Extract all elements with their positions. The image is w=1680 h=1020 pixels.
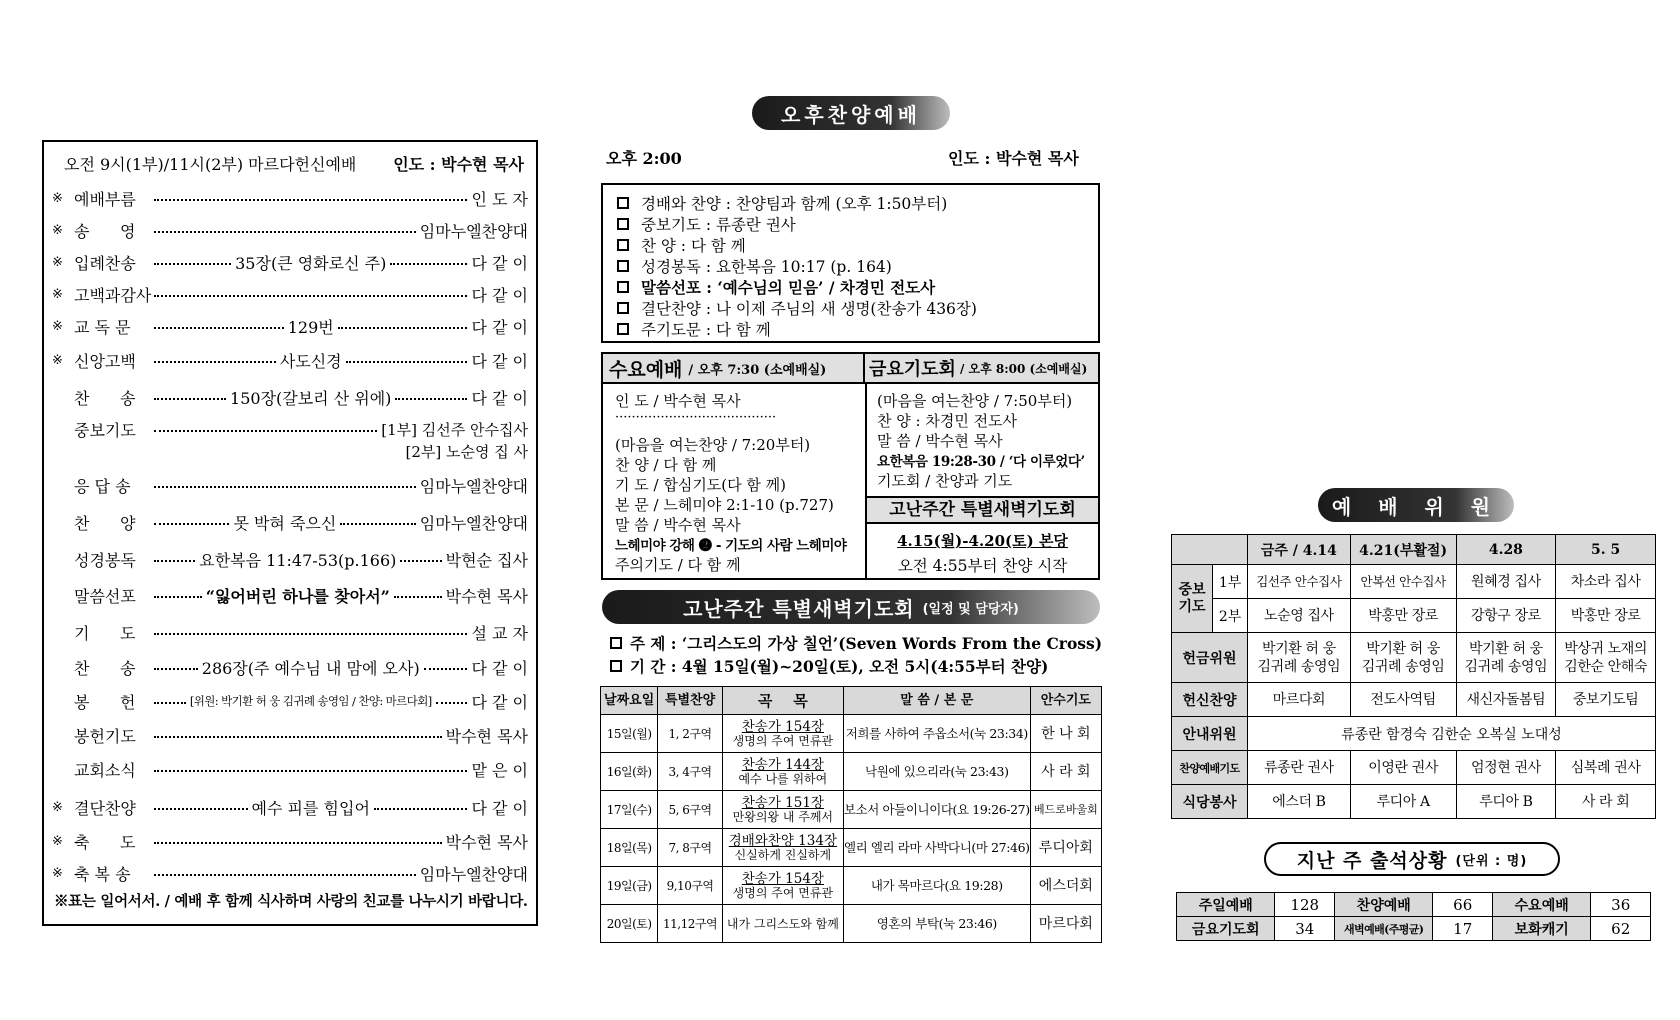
committee-label: 식당봉사 [1172, 785, 1248, 819]
schedule-date: 15일(월) [601, 715, 658, 753]
schedule-prayer: 에스더회 [1030, 867, 1101, 905]
schedule-prayer: 한 나 회 [1030, 715, 1101, 753]
checkbox-icon [610, 637, 622, 649]
song-title: 찬송가 154장 [741, 718, 824, 735]
order-label: 찬 송 [74, 658, 136, 678]
attendance-value: 128 [1275, 893, 1335, 917]
friday-line: 찬 양 : 차경민 전도사 [877, 412, 1018, 430]
committee-row [1172, 565, 1656, 599]
schedule-prayer: 마르다회 [1030, 905, 1101, 943]
committee-cell: 강항구 장로 [1456, 599, 1556, 633]
attendance-label: 찬양예배 [1334, 893, 1432, 917]
dot-leader [154, 656, 198, 670]
wednesday-line: (마음을 여는찬양 / 7:20부터) [615, 436, 811, 454]
dot-leader [154, 349, 276, 363]
passion-week-title-text: 고난주간 특별새벽기도회 [683, 596, 915, 621]
committee-row [1172, 633, 1656, 683]
committee-row [1172, 751, 1656, 785]
friday-line: 말 씀 / 박수현 목사 [877, 432, 1003, 450]
order-label: 결단찬양 [74, 798, 136, 818]
wednesday-line: ······································· [615, 410, 777, 425]
order-person: 다 같 이 [471, 692, 529, 712]
dot-leader [154, 830, 442, 844]
afternoon-item-text: 중보기도 : 류종란 권사 [641, 215, 796, 234]
schedule-text: 보소서 아들이니이다(요 19:26-27) [843, 791, 1030, 829]
order-person: 맡 은 이 [471, 760, 528, 780]
dot-leader [374, 796, 468, 810]
checkbox-icon [617, 302, 629, 314]
afternoon-item [603, 255, 1098, 276]
schedule-body [601, 715, 1102, 943]
committee-row [1172, 717, 1656, 751]
attendance-label: 보화캐기 [1492, 917, 1590, 941]
afternoon-title: 오후찬양예배 [752, 96, 950, 130]
schedule-team: 11,12구역 [658, 905, 723, 943]
order-item [52, 619, 528, 645]
schedule-header-cell: 곡 목 [722, 687, 843, 715]
committee-cell: 사 라 회 [1556, 785, 1656, 819]
committee-row [1172, 785, 1656, 819]
dot-leader [346, 349, 468, 363]
committee-cell: 마르다회 [1248, 683, 1351, 717]
stand-mark: ※ [52, 254, 63, 270]
committee-sublabel: 2부 [1213, 599, 1248, 633]
committee-table [1171, 534, 1656, 819]
schedule-song [722, 791, 843, 829]
order-label: 교회소식 [74, 760, 136, 780]
order-label: 봉헌기도 [74, 726, 136, 746]
dot-leader [400, 548, 441, 562]
order-item [52, 217, 528, 243]
order-person: 박수현 목사 [445, 726, 528, 746]
attendance-value: 66 [1433, 893, 1493, 917]
committee-cell: 김선주 안수집사 [1248, 565, 1351, 599]
order-item [52, 722, 528, 748]
morning-header [64, 152, 524, 175]
wednesday-line: 찬 양 / 다 함 께 [615, 456, 717, 474]
order-label: 예배부름 [74, 189, 136, 209]
dot-leader [154, 474, 416, 488]
wednesday-header [603, 354, 865, 384]
order-label: 축 도 [74, 832, 136, 852]
order-person: 임마누엘찬양대 [419, 476, 528, 496]
schedule-song [722, 715, 843, 753]
order-content: [위원: 박기환 허 웅 김귀례 송영임 / 찬양: 마르다회] [189, 694, 432, 708]
order-item [52, 509, 528, 535]
song-subtitle: 생명의 주여 면류관 [732, 885, 834, 900]
order-content: 요한복음 11:47-53(p.166) [199, 550, 397, 570]
schedule-date: 17일(수) [601, 791, 658, 829]
order-person: 임마누엘찬양대 [419, 221, 528, 241]
order-label: 기 도 [74, 623, 136, 643]
song-title: 찬송가 144장 [741, 756, 824, 773]
attendance-value: 62 [1591, 917, 1651, 941]
order-label: 축 복 송 [74, 864, 131, 884]
schedule-row [601, 753, 1102, 791]
schedule-song [722, 905, 843, 943]
committee-cell: 박상귀 노재의 김한순 안해숙 [1556, 633, 1656, 683]
attendance-title-text: 지난 주 출석상황 [1296, 849, 1448, 872]
song-title: 찬송가 151장 [741, 794, 824, 811]
afternoon-order-box [601, 183, 1100, 343]
wednesday-line: 말 씀 / 박수현 목사 [615, 516, 741, 534]
schedule-date: 16일(화) [601, 753, 658, 791]
attendance-title [1264, 842, 1560, 876]
committee-label: 중보 기도 [1172, 565, 1213, 633]
morning-service-order [42, 140, 538, 926]
order-person: [2부] 노순영 집 사 [405, 442, 528, 461]
committee-cell: 박기환 허 웅 김귀례 송영임 [1248, 633, 1351, 683]
schedule-song [722, 753, 843, 791]
dot-leader [390, 251, 467, 265]
committee-label: 찬양예배기도 [1172, 751, 1248, 785]
afternoon-item [603, 213, 1098, 234]
order-content: 129번 [287, 317, 334, 337]
order-content: “잃어버린 하나를 찾아서” [205, 586, 390, 606]
dot-leader [154, 187, 467, 201]
dot-leader [424, 656, 468, 670]
attendance-row [1177, 917, 1651, 941]
order-person: [1부] 김선주 안수집사 [381, 420, 528, 439]
schedule-song [722, 867, 843, 905]
stand-mark: ※ [52, 833, 63, 849]
schedule-team: 1, 2구역 [658, 715, 723, 753]
order-label: 송 영 [74, 221, 136, 241]
friday-sub: / 오후 8:00 (소예배실) [959, 361, 1088, 376]
dot-leader [154, 418, 377, 432]
order-label: 찬 송 [74, 388, 136, 408]
song-title: 내가 그리스도와 함께 [726, 916, 839, 931]
committee-cell: 엄정현 권사 [1456, 751, 1556, 785]
committee-cell: 안복선 안수집사 [1350, 565, 1456, 599]
attendance-label: 금요기도회 [1177, 917, 1275, 941]
stand-mark: ※ [52, 222, 63, 238]
schedule-team: 5, 6구역 [658, 791, 723, 829]
order-label: 찬 양 [74, 513, 136, 533]
afternoon-item-text: 결단찬양 : 나 이제 주님의 새 생명(찬송가 436장) [641, 299, 977, 318]
stand-mark: ※ [52, 190, 63, 206]
wednesday-order [615, 390, 861, 574]
friday-line: 요한복음 19:28-30 / ‘다 이루었다’ [877, 454, 1085, 470]
checkbox-icon [617, 239, 629, 251]
order-label: 봉 헌 [74, 692, 136, 712]
order-person: 임마누엘찬양대 [419, 513, 528, 533]
morning-time: 오전 9시(1부)/11시(2부) 마르다헌신예배 [64, 155, 357, 174]
schedule-row [601, 867, 1102, 905]
stand-mark: ※ [52, 352, 63, 368]
order-label: 신앙고백 [74, 351, 136, 371]
dot-leader [154, 796, 248, 810]
checkbox-icon [610, 660, 622, 672]
order-item [52, 185, 528, 211]
committee-cell: 심복례 권사 [1556, 751, 1656, 785]
attendance-value: 36 [1591, 893, 1651, 917]
committee-sublabel: 1부 [1213, 565, 1248, 599]
committee-cell: 박기환 허 웅 김귀례 송영임 [1456, 633, 1556, 683]
wednesday-line: 느헤미야 강해 ❷ - 기도의 사람 느헤미야 [615, 538, 847, 554]
committee-date: 4.21(부활절) [1350, 535, 1456, 565]
passion-period [610, 655, 1048, 676]
committee-cell: 류종란 권사 [1248, 751, 1351, 785]
attendance-label: 수요예배 [1492, 893, 1590, 917]
schedule-date: 18일(목) [601, 829, 658, 867]
dot-leader [394, 584, 442, 598]
committee-cell: 박홍만 장로 [1350, 599, 1456, 633]
schedule-date: 19일(금) [601, 867, 658, 905]
afternoon-item-text: 경배와 찬양 : 찬양팀과 함께 (오후 1:50부터) [641, 194, 948, 213]
schedule-row [601, 791, 1102, 829]
wednesday-line: 주의기도 / 다 함 께 [615, 556, 741, 574]
dot-leader [154, 548, 195, 562]
attendance-table [1176, 892, 1651, 941]
schedule-header-row [601, 687, 1102, 715]
dot-leader [154, 862, 416, 876]
afternoon-item [603, 276, 1098, 297]
dot-leader [154, 219, 416, 233]
afternoon-item-text: 말씀선포 : ‘예수님의 믿음’ / 차경민 전도사 [641, 277, 936, 297]
song-title: 찬송가 154장 [741, 870, 824, 887]
order-item [52, 438, 528, 464]
committee-corner [1172, 535, 1248, 565]
stand-mark: ※ [52, 799, 63, 815]
order-person: 다 같 이 [471, 658, 529, 678]
schedule-row [601, 715, 1102, 753]
order-label: 교 독 문 [74, 317, 131, 337]
order-person: 박수현 목사 [445, 586, 529, 606]
passion-week-title [602, 590, 1100, 624]
schedule-date: 20일(토) [601, 905, 658, 943]
afternoon-item [603, 297, 1098, 318]
committee-label: 헌금위원 [1172, 633, 1248, 683]
committee-row [1172, 599, 1656, 633]
committee-cell: 류종란 함경숙 김한순 오복실 노대성 [1248, 717, 1656, 751]
wednesday-sub: / 오후 7:30 (소예배실) [688, 362, 827, 378]
afternoon-leader: 인도 : 박수현 목사 [948, 149, 1079, 168]
order-person: 박수현 목사 [445, 832, 528, 852]
order-content: 150장(갈보리 산 위에) [230, 388, 392, 408]
committee-date: 금주 / 4.14 [1248, 535, 1351, 565]
friday-title: 금요기도회 [869, 359, 956, 380]
order-person: 다 같 이 [471, 351, 528, 371]
order-person: 설 교 자 [471, 623, 528, 643]
schedule-text: 저희를 사하여 주옵소서(눅 23:34) [843, 715, 1030, 753]
committee-cell: 새신자돌봄팀 [1456, 683, 1556, 717]
dot-leader [154, 283, 467, 297]
order-person: 다 같 이 [471, 388, 528, 408]
stand-mark: ※ [52, 286, 63, 302]
order-person: 인 도 자 [471, 189, 528, 209]
committee-body [1172, 565, 1656, 819]
order-item [52, 313, 528, 339]
committee-cell: 이영란 권사 [1350, 751, 1456, 785]
checkbox-icon [617, 218, 629, 230]
committee-cell: 루디아 B [1456, 785, 1556, 819]
afternoon-time: 오후 2:00 [606, 149, 682, 168]
committee-date: 5. 5 [1556, 535, 1656, 565]
order-person: 다 같 이 [471, 317, 529, 337]
song-subtitle: 만왕의왕 내 주께서 [732, 809, 834, 824]
attendance-row [1177, 893, 1651, 917]
order-label: 중보기도 [74, 420, 136, 440]
dot-leader [338, 315, 468, 329]
stand-mark: ※ [52, 865, 63, 881]
passion-period-text: 기 간 : 4월 15일(월)~20일(토), 오전 5시(4:55부터 찬양) [630, 656, 1049, 676]
checkbox-icon [617, 197, 629, 209]
song-subtitle: 신실하게 진실하게 [734, 847, 832, 862]
order-item [52, 756, 528, 782]
dot-leader [154, 758, 467, 772]
committee-cell: 중보기도팀 [1556, 683, 1656, 717]
committee-row [1172, 683, 1656, 717]
committee-cell: 노순영 집사 [1248, 599, 1351, 633]
schedule-text: 내가 목마르다(요 19:28) [843, 867, 1030, 905]
song-subtitle: 예수 나를 위하여 [738, 771, 828, 786]
attendance-unit: (단위 : 명) [1455, 853, 1528, 869]
order-content: 못 박혀 죽으신 [233, 513, 337, 533]
dot-leader [154, 584, 202, 598]
schedule-prayer: 베드로바울회 [1030, 791, 1101, 829]
dot-leader [154, 251, 231, 265]
friday-header [865, 354, 1098, 384]
schedule-team: 7, 8구역 [658, 829, 723, 867]
dot-leader [154, 690, 186, 704]
friday-line: (마음을 여는찬양 / 7:50부터) [877, 392, 1073, 410]
order-label: 성경봉독 [74, 550, 136, 570]
afternoon-item-text: 주기도문 : 다 함 께 [641, 320, 771, 339]
afternoon-item [603, 318, 1098, 339]
wednesday-line: 인 도 / 박수현 목사 [615, 392, 741, 410]
dot-leader [154, 315, 284, 329]
passion-schedule-table [600, 686, 1102, 943]
wednesday-line: 본 문 / 느헤미야 2:1-10 (p.727) [615, 496, 834, 514]
committee-cell: 박기환 허 웅 김귀례 송영임 [1350, 633, 1456, 683]
checkbox-icon [617, 260, 629, 272]
schedule-row [601, 905, 1102, 943]
order-content: 35장(큰 영화로신 주) [235, 253, 387, 273]
checkbox-icon [617, 281, 629, 293]
order-person: 다 같 이 [471, 285, 528, 305]
attendance-value: 17 [1433, 917, 1493, 941]
order-content: 사도신경 [279, 351, 342, 371]
dot-leader [154, 621, 467, 635]
afternoon-item [603, 234, 1098, 255]
schedule-header-cell: 날짜요일 [601, 687, 658, 715]
committee-header-row [1172, 535, 1656, 565]
schedule-text: 낙원에 있으리라(눅 23:43) [843, 753, 1030, 791]
order-label: 말씀선포 [74, 586, 136, 606]
afternoon-item-text: 성경봉독 : 요한복음 10:17 (p. 164) [641, 257, 892, 276]
wednesday-line: 기 도 / 합심기도(다 함 께) [615, 476, 787, 494]
committee-date: 4.28 [1456, 535, 1556, 565]
schedule-text: 엘리 엘리 라마 사박다니(마 27:46) [843, 829, 1030, 867]
friday-order [877, 390, 1097, 490]
schedule-team: 3, 4구역 [658, 753, 723, 791]
schedule-prayer: 사 라 회 [1030, 753, 1101, 791]
attendance-body [1177, 893, 1651, 941]
order-item [52, 582, 528, 608]
order-item [52, 828, 528, 854]
order-person: 박현순 집사 [445, 550, 529, 570]
committee-title: 예 배 위 원 [1318, 488, 1514, 522]
dot-leader [395, 386, 467, 400]
wednesday-title: 수요예배 [609, 358, 683, 381]
committee-label: 안내위원 [1172, 717, 1248, 751]
order-item [52, 688, 528, 714]
song-subtitle: 생명의 주여 면류관 [732, 733, 834, 748]
afternoon-order-list [603, 192, 1098, 339]
weekday-services-box [601, 352, 1100, 580]
committee-cell: 차소라 집사 [1556, 565, 1656, 599]
schedule-header-cell: 안수기도 [1030, 687, 1101, 715]
schedule-header-cell: 특별찬양 [658, 687, 723, 715]
dot-leader [154, 511, 229, 525]
morning-footer-note: ※표는 일어서서. / 예배 후 함께 식사하며 사랑의 친교를 나누시기 바랍니다. [54, 893, 528, 910]
schedule-text: 영혼의 부탁(눅 23:46) [843, 905, 1030, 943]
order-item [52, 249, 528, 275]
order-item [52, 384, 528, 410]
morning-leader: 인도 : 박수현 목사 [393, 155, 524, 174]
order-item [52, 546, 528, 572]
order-content: 예수 피를 힘입어 [251, 798, 370, 818]
order-item [52, 472, 528, 498]
passion-week-title-sub: (일정 및 담당자) [922, 601, 1019, 617]
checkbox-icon [617, 323, 629, 335]
passion-theme [610, 632, 1102, 653]
afternoon-item-text: 찬 양 : 다 함 께 [641, 236, 746, 255]
order-item [52, 347, 528, 373]
friday-line: 기도회 / 찬양과 기도 [877, 472, 1013, 490]
dawn-prayer-title: 고난주간 특별새벽기도회 [867, 496, 1098, 524]
committee-cell: 전도사역팀 [1350, 683, 1456, 717]
attendance-label: 새벽예배(주평균) [1334, 917, 1432, 941]
schedule-song [722, 829, 843, 867]
order-item [52, 654, 528, 680]
dawn-prayer-time: 오전 4:55부터 찬양 시작 [897, 557, 1068, 575]
order-person: 다 같 이 [471, 798, 529, 818]
schedule-team: 9,10구역 [658, 867, 723, 905]
order-item [52, 794, 528, 820]
committee-label: 헌신찬양 [1172, 683, 1248, 717]
committee-cell: 박홍만 장로 [1556, 599, 1656, 633]
committee-cell: 원혜경 집사 [1456, 565, 1556, 599]
passion-theme-text: 주 제 : ‘그리스도의 가상 칠언’(Seven Words From the Cross) [630, 633, 1103, 653]
song-title: 경배와찬양 134장 [728, 832, 837, 849]
order-label: 응 답 송 [74, 476, 131, 496]
committee-cell: 에스더 B [1248, 785, 1351, 819]
order-label: 입례찬송 [74, 253, 136, 273]
attendance-value: 34 [1275, 917, 1335, 941]
dot-leader [154, 724, 442, 738]
order-label: 고백과감사 [74, 285, 152, 305]
schedule-row [601, 829, 1102, 867]
order-item [52, 281, 528, 307]
stand-mark: ※ [52, 318, 63, 334]
order-person: 임마누엘찬양대 [419, 864, 528, 884]
dot-leader [340, 511, 415, 525]
order-content: 286장(주 예수님 내 맘에 오사) [201, 658, 420, 678]
dot-leader [436, 690, 468, 704]
attendance-label: 주일예배 [1177, 893, 1275, 917]
order-person: 다 같 이 [471, 253, 529, 273]
order-item [52, 860, 528, 886]
dot-leader [154, 386, 226, 400]
committee-cell: 루디아 A [1350, 785, 1456, 819]
dawn-prayer-date: 4.15(월)-4.20(토) 본당 [897, 532, 1068, 550]
schedule-header-cell: 말 씀 / 본 문 [843, 687, 1030, 715]
afternoon-item [603, 192, 1098, 213]
schedule-prayer: 루디아회 [1030, 829, 1101, 867]
